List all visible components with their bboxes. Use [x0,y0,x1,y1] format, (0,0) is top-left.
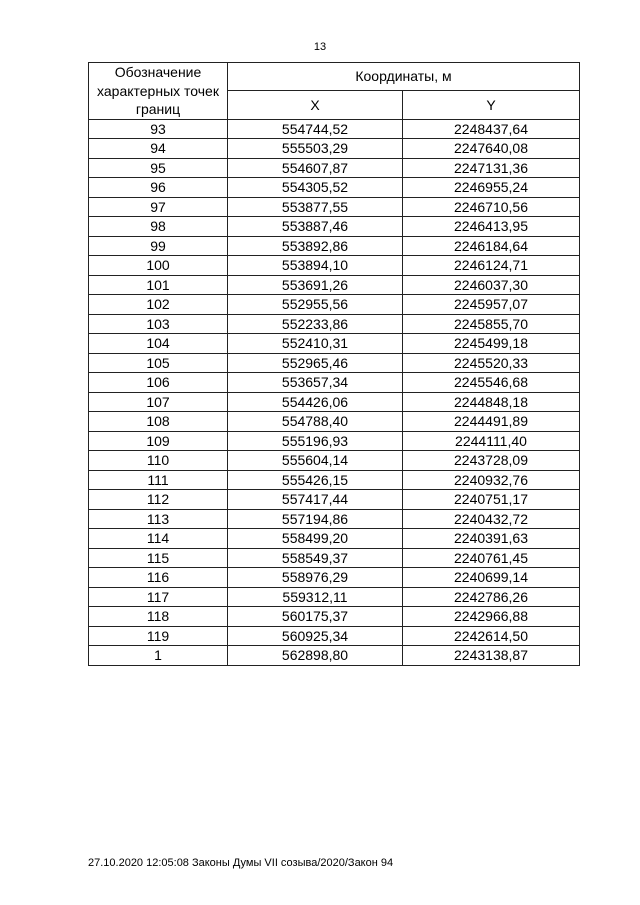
point-cell: 101 [89,275,228,295]
y-coordinate-cell: 2244848,18 [403,392,580,412]
y-coordinate-cell: 2246955,24 [403,178,580,198]
header-coordinates: Координаты, м [228,63,580,91]
y-coordinate-cell: 2243728,09 [403,451,580,471]
table-row [89,509,580,529]
point-cell: 1 [89,646,228,666]
point-cell: 95 [89,158,228,178]
table-row [89,314,580,334]
y-coordinate-cell: 2240932,76 [403,470,580,490]
y-coordinate-cell: 2242614,50 [403,626,580,646]
x-coordinate-cell: 558499,20 [228,529,403,549]
table-row [89,353,580,373]
x-coordinate-cell: 553894,10 [228,256,403,276]
point-cell: 100 [89,256,228,276]
point-cell: 109 [89,431,228,451]
table-row [89,451,580,471]
table-row [89,490,580,510]
point-cell: 102 [89,295,228,315]
x-coordinate-cell: 554426,06 [228,392,403,412]
table-row [89,236,580,256]
x-coordinate-cell: 552410,31 [228,334,403,354]
table-row [89,587,580,607]
point-cell: 118 [89,607,228,627]
point-cell: 105 [89,353,228,373]
y-coordinate-cell: 2245957,07 [403,295,580,315]
table-body [89,119,580,665]
point-cell: 97 [89,197,228,217]
table-row [89,431,580,451]
x-coordinate-cell: 554788,40 [228,412,403,432]
x-coordinate-cell: 555196,93 [228,431,403,451]
table-row [89,139,580,159]
x-coordinate-cell: 558976,29 [228,568,403,588]
table-row [89,373,580,393]
y-coordinate-cell: 2246124,71 [403,256,580,276]
x-coordinate-cell: 554305,52 [228,178,403,198]
point-cell: 94 [89,139,228,159]
table-row [89,256,580,276]
x-coordinate-cell: 557194,86 [228,509,403,529]
point-cell: 107 [89,392,228,412]
y-coordinate-cell: 2244111,40 [403,431,580,451]
table-row [89,568,580,588]
y-coordinate-cell: 2246413,95 [403,217,580,237]
x-coordinate-cell: 554607,87 [228,158,403,178]
y-coordinate-cell: 2246037,30 [403,275,580,295]
point-cell: 103 [89,314,228,334]
y-coordinate-cell: 2242966,88 [403,607,580,627]
x-coordinate-cell: 553691,26 [228,275,403,295]
coordinates-table [88,62,580,666]
x-coordinate-cell: 560175,37 [228,607,403,627]
x-coordinate-cell: 555604,14 [228,451,403,471]
header-point-designation: Обозначение характерных точек границ [89,63,228,120]
x-coordinate-cell: 553877,55 [228,197,403,217]
y-coordinate-cell: 2245499,18 [403,334,580,354]
y-coordinate-cell: 2240699,14 [403,568,580,588]
table-row [89,646,580,666]
point-cell: 119 [89,626,228,646]
x-coordinate-cell: 560925,34 [228,626,403,646]
y-coordinate-cell: 2245546,68 [403,373,580,393]
header-x: X [228,91,403,119]
point-cell: 117 [89,587,228,607]
table-row [89,197,580,217]
y-coordinate-cell: 2246184,64 [403,236,580,256]
y-coordinate-cell: 2240751,17 [403,490,580,510]
x-coordinate-cell: 552965,46 [228,353,403,373]
table-row [89,295,580,315]
point-cell: 108 [89,412,228,432]
table-row [89,217,580,237]
x-coordinate-cell: 553892,86 [228,236,403,256]
point-cell: 111 [89,470,228,490]
point-cell: 114 [89,529,228,549]
y-coordinate-cell: 2246710,56 [403,197,580,217]
y-coordinate-cell: 2244491,89 [403,412,580,432]
point-cell: 99 [89,236,228,256]
point-cell: 110 [89,451,228,471]
x-coordinate-cell: 557417,44 [228,490,403,510]
header-y: Y [403,91,580,119]
x-coordinate-cell: 558549,37 [228,548,403,568]
point-cell: 112 [89,490,228,510]
x-coordinate-cell: 554744,52 [228,119,403,139]
x-coordinate-cell: 552233,86 [228,314,403,334]
y-coordinate-cell: 2240432,72 [403,509,580,529]
table-row [89,334,580,354]
y-coordinate-cell: 2245520,33 [403,353,580,373]
x-coordinate-cell: 555503,29 [228,139,403,159]
point-cell: 98 [89,217,228,237]
x-coordinate-cell: 553657,34 [228,373,403,393]
table-row [89,626,580,646]
point-cell: 113 [89,509,228,529]
table-row [89,548,580,568]
y-coordinate-cell: 2243138,87 [403,646,580,666]
point-cell: 96 [89,178,228,198]
table-row [89,275,580,295]
point-cell: 115 [89,548,228,568]
table-row [89,412,580,432]
table-row [89,529,580,549]
x-coordinate-cell: 552955,56 [228,295,403,315]
page-number: 13 [313,41,327,53]
y-coordinate-cell: 2240391,63 [403,529,580,549]
footer-document-stamp: 27.10.2020 12:05:08 Законы Думы VII созыва/2020/Закон 94 [88,857,394,869]
y-coordinate-cell: 2240761,45 [403,548,580,568]
x-coordinate-cell: 559312,11 [228,587,403,607]
point-cell: 104 [89,334,228,354]
point-cell: 106 [89,373,228,393]
table-row [89,158,580,178]
y-coordinate-cell: 2248437,64 [403,119,580,139]
table-row [89,607,580,627]
x-coordinate-cell: 553887,46 [228,217,403,237]
point-cell: 116 [89,568,228,588]
x-coordinate-cell: 562898,80 [228,646,403,666]
table-row [89,119,580,139]
y-coordinate-cell: 2247131,36 [403,158,580,178]
table-row [89,392,580,412]
y-coordinate-cell: 2245855,70 [403,314,580,334]
y-coordinate-cell: 2242786,26 [403,587,580,607]
table-row [89,470,580,490]
y-coordinate-cell: 2247640,08 [403,139,580,159]
x-coordinate-cell: 555426,15 [228,470,403,490]
table-row [89,178,580,198]
point-cell: 93 [89,119,228,139]
